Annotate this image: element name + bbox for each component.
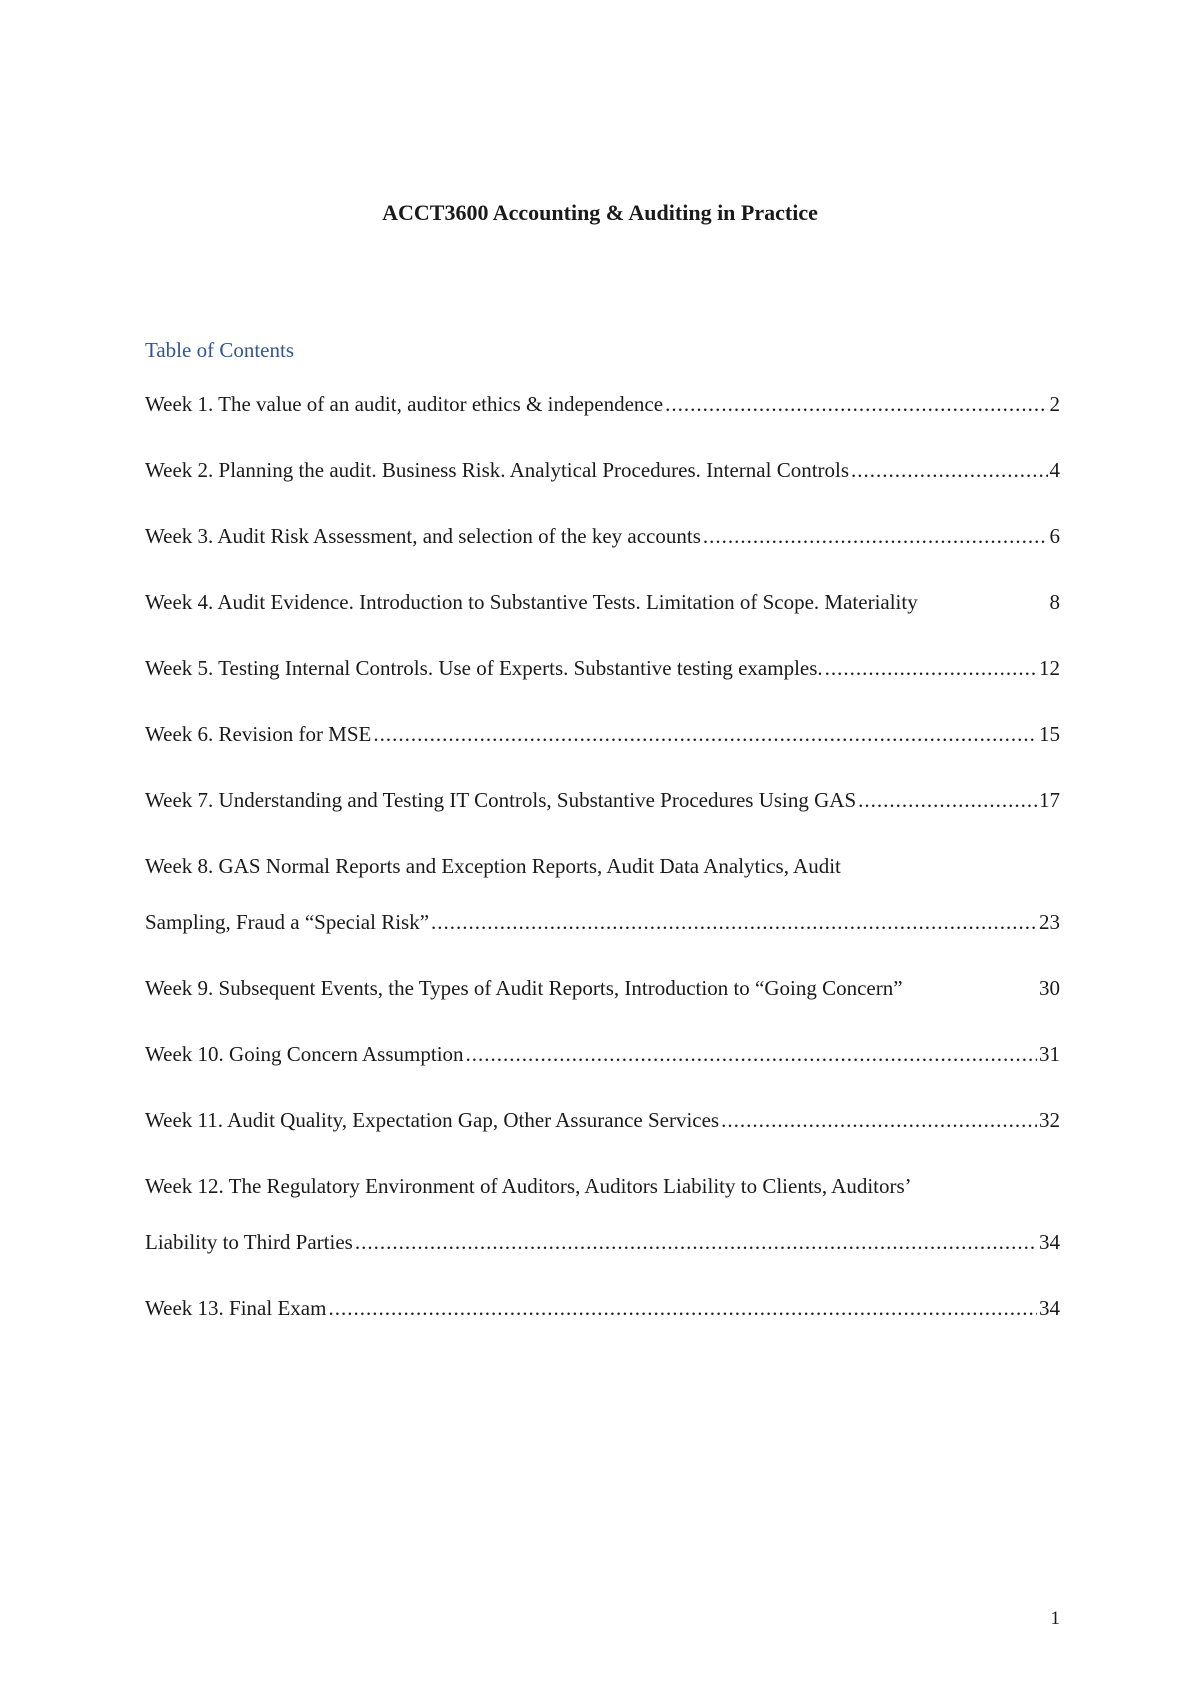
dot-leader <box>703 524 1048 548</box>
toc-heading: Table of Contents <box>145 338 294 362</box>
dot-leader <box>355 1230 1037 1254</box>
toc-entry-week-10[interactable] <box>145 1042 1060 1108</box>
toc-entry-title: Week 4. Audit Evidence. Introduction to Substantive Tests. Limitation of Scope. Materiality <box>145 590 918 614</box>
toc-entry-title: Week 8. GAS Normal Reports and Exception Reports, Audit Data Analytics, Audit <box>145 854 841 878</box>
toc-entry-title: Week 11. Audit Quality, Expectation Gap, Other Assurance Services <box>145 1108 720 1132</box>
toc-entry-title: Week 12. The Regulatory Environment of Auditors, Auditors Liability to Clients, Auditors’ <box>145 1174 912 1198</box>
table-of-contents <box>145 392 1060 1362</box>
dot-leader <box>825 656 1037 680</box>
toc-entry-week-8[interactable] <box>145 854 1060 976</box>
toc-entry-page: 8 <box>1049 590 1060 614</box>
toc-entry-title: Week 13. Final Exam <box>145 1296 327 1320</box>
toc-entry-title: Week 3. Audit Risk Assessment, and selection of the key accounts <box>145 524 701 548</box>
toc-entry-page: 23 <box>1039 910 1060 934</box>
toc-entry-page: 4 <box>1049 458 1060 482</box>
toc-entry-title: Week 7. Understanding and Testing IT Controls, Substantive Procedures Using GAS <box>145 788 857 812</box>
toc-entry-page: 2 <box>1049 392 1060 416</box>
toc-entry-page: 30 <box>1039 976 1060 1000</box>
toc-entry-title: Week 2. Planning the audit. Business Risk. Analytical Procedures. Internal Controls <box>145 458 850 482</box>
toc-entry-title: Week 6. Revision for MSE <box>145 722 372 746</box>
document-title: ACCT3600 Accounting & Auditing in Practice <box>382 200 818 225</box>
toc-entry-title-continued: Sampling, Fraud a “Special Risk” <box>145 910 430 934</box>
toc-entry-week-9[interactable] <box>145 976 1060 1042</box>
toc-entry-page: 34 <box>1039 1230 1060 1254</box>
dot-leader <box>721 1108 1037 1132</box>
toc-entry-week-2[interactable] <box>145 458 1060 524</box>
toc-entry-page: 15 <box>1039 722 1060 746</box>
toc-entry-page: 12 <box>1039 656 1060 680</box>
dot-leader <box>431 910 1037 934</box>
toc-entry-page: 6 <box>1049 524 1060 548</box>
toc-entry-page: 31 <box>1039 1042 1060 1066</box>
dot-leader <box>373 722 1037 746</box>
dot-leader <box>328 1296 1037 1320</box>
toc-entry-week-12[interactable] <box>145 1174 1060 1296</box>
dot-leader <box>466 1042 1037 1066</box>
toc-entry-title: Week 5. Testing Internal Controls. Use of Experts. Substantive testing examples. <box>145 656 823 680</box>
toc-entry-week-7[interactable] <box>145 788 1060 854</box>
toc-entry-title: Week 9. Subsequent Events, the Types of Audit Reports, Introduction to “Going Concern” <box>145 976 903 1000</box>
toc-entry-title-continued: Liability to Third Parties <box>145 1230 353 1254</box>
toc-entry-week-4[interactable] <box>145 590 1060 656</box>
toc-entry-week-1[interactable] <box>145 392 1060 458</box>
toc-entry-week-5[interactable] <box>145 656 1060 722</box>
dot-leader <box>665 392 1047 416</box>
dot-leader <box>851 458 1047 482</box>
page-number: 1 <box>1050 1608 1060 1629</box>
toc-entry-week-13[interactable] <box>145 1296 1060 1362</box>
toc-entry-week-6[interactable] <box>145 722 1060 788</box>
toc-entry-page: 17 <box>1039 788 1060 812</box>
toc-entry-page: 32 <box>1039 1108 1060 1132</box>
toc-entry-title: Week 10. Going Concern Assumption <box>145 1042 464 1066</box>
toc-entry-week-3[interactable] <box>145 524 1060 590</box>
toc-entry-title: Week 1. The value of an audit, auditor ethics & independence <box>145 392 664 416</box>
dot-leader <box>858 788 1037 812</box>
toc-entry-week-11[interactable] <box>145 1108 1060 1174</box>
toc-entry-page: 34 <box>1039 1296 1060 1320</box>
